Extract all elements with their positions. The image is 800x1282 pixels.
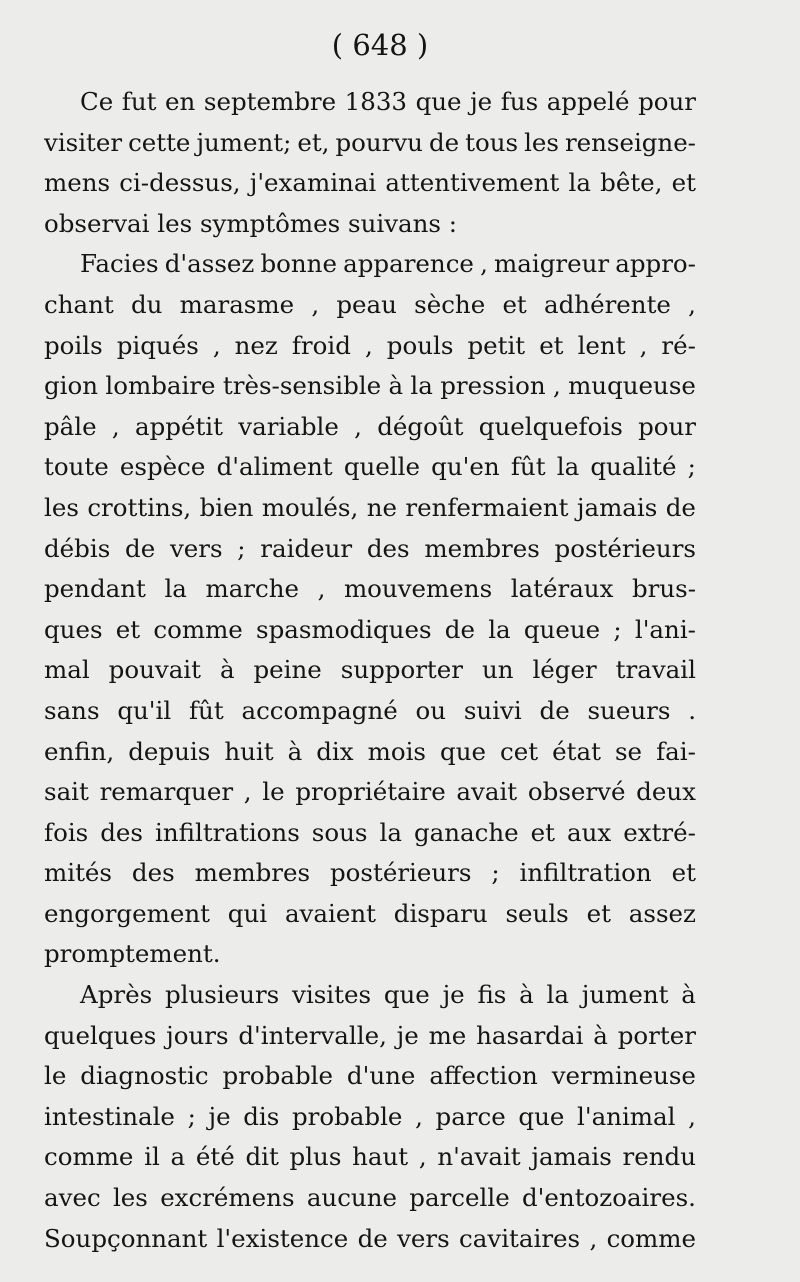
text-line: Après plusieurs visites que je fis à la jument à: [80, 980, 696, 1010]
text-line: toute espèce d'aliment quelle qu'en fût la qualité ;: [44, 452, 696, 482]
body-text: [44, 82, 696, 1259]
text-line: observai les symptômes suivans :: [44, 208, 458, 238]
text-line: chant du marasme , peau sèche et adhérente ,: [44, 289, 696, 319]
text-line: visiter cette jument; et, pourvu de tous les renseigne-: [44, 127, 696, 157]
text-line: engorgement qui avaient disparu seuls et assez: [44, 898, 696, 928]
text-line: mens ci-dessus, j'examinai attentivement la bête, et: [44, 168, 696, 198]
text-line: le diagnostic probable d'une affection vermineuse: [44, 1061, 696, 1091]
text-line: avec les excrémens aucune parcelle d'entozoaires.: [44, 1183, 696, 1213]
text-line: mités des membres postérieurs ; infiltration et: [44, 858, 696, 888]
text-line: Soupçonnant l'existence de vers cavitaires , comme: [44, 1223, 696, 1253]
text-line: fois des infiltrations sous la ganache et aux extré-: [44, 817, 696, 847]
text-line: débis de vers ; raideur des membres postérieurs: [44, 533, 696, 563]
text-line: les crottins, bien moulés, ne renfermaient jamais de: [44, 492, 696, 522]
text-line: poils piqués , nez froid , pouls petit et lent , ré-: [44, 330, 696, 360]
text-line: Facies d'assez bonne apparence , maigreur appro-: [80, 249, 696, 279]
paragraph: [44, 244, 696, 975]
text-line: sans qu'il fût accompagné ou suivi de sueurs .: [44, 695, 696, 725]
text-line: promptement.: [44, 939, 221, 969]
paragraph: [44, 975, 696, 1259]
text-line: quelques jours d'intervalle, je me hasardai à porter: [44, 1020, 696, 1050]
paragraph: [44, 82, 696, 244]
text-line: ques et comme spasmodiques de la queue ; l'ani-: [44, 614, 696, 644]
text-line: gion lombaire très-sensible à la pression , muqueuse: [44, 371, 696, 401]
text-line: pâle , appétit variable , dégoût quelquefois pour: [44, 411, 696, 441]
page-number: ( 648 ): [331, 28, 429, 62]
text-line: Ce fut en septembre 1833 que je fus appelé pour: [80, 87, 696, 116]
text-line: intestinale ; je dis probable , parce que l'animal ,: [44, 1101, 696, 1131]
text-line: pendant la marche , mouvemens latéraux brus-: [44, 574, 696, 604]
text-line: mal pouvait à peine supporter un léger travail: [44, 655, 696, 685]
text-line: sait remarquer , le propriétaire avait observé deux: [44, 777, 696, 807]
text-line: enfin, depuis huit à dix mois que cet état se fai-: [44, 736, 696, 766]
text-line: comme il a été dit plus haut , n'avait jamais rendu: [44, 1142, 696, 1172]
